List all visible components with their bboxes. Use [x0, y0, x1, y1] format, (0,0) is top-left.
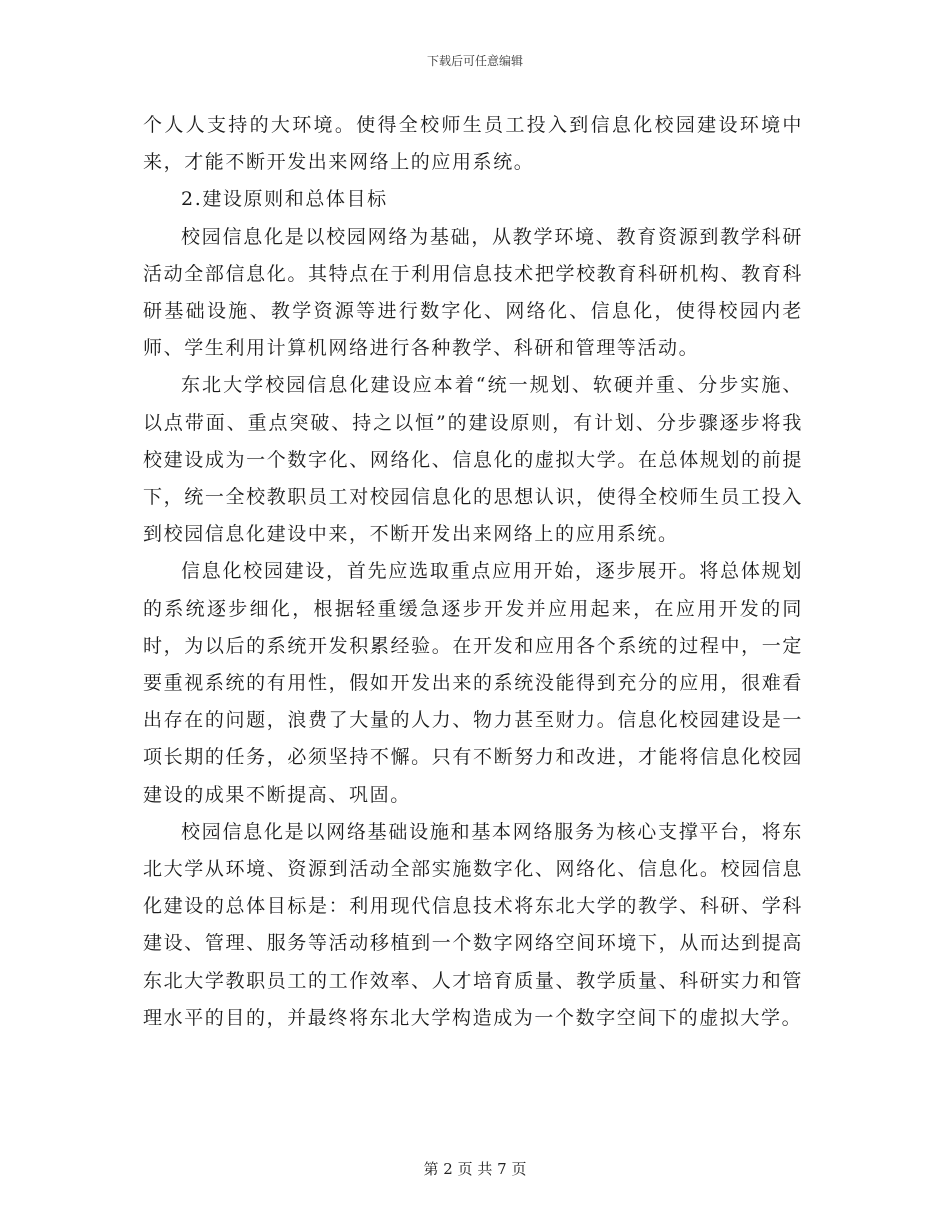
paragraph: 东北大学校园信息化建设应本着“统一规划、软硬并重、分步实施、以点带面、重点突破、持之以恒”的建设原则，有计划、分步骤逐步将我校建设成为一个数字化、网络化、信息化的虚拟大学。在总体规划的前提下，统一全校教职员工对校园信息化的思想认识，使得全校师生员工投入到校园信息化建设中来，不断开发出来网络上的应用系统。 — [143, 374, 803, 546]
paragraph: 信息化校园建设，首先应选取重点应用开始，逐步展开。将总体规划的系统逐步细化，根据轻重缓急逐步开发并应用起来，在应用开发的同时，为以后的系统开发积累经验。在开发和应用各个系统的过程中，一定要重视系统的有用性，假如开发出来的系统没能得到充分的应用，很难看出存在的问题，浪费了大量的人力、物力甚至财力。信息化校园建设是一项长期的任务，必须坚持不懈。只有不断努力和改进，才能将信息化校园建设的成果不断提高、巩固。 — [143, 560, 803, 806]
page-header: 下载后可任意编辑 — [426, 54, 523, 68]
paragraph: 校园信息化是以网络基础设施和基本网络服务为核心支撑平台，将东北大学从环境、资源到活动全部实施数字化、网络化、信息化。校园信息化建设的总体目标是：利用现代信息技术将东北大学的教学、科研、学科建设、管理、服务等活动移植到一个数字网络空间环境下，从而达到提高东北大学教职员工的工作效率、人才培育质量、教学质量、科研实力和管理水平的目的，并最终将东北大学构造成为一个数字空间下的虚拟大学。 — [143, 820, 803, 1029]
document-body — [143, 107, 803, 1037]
paragraph: 校园信息化是以校园网络为基础，从教学环境、教育资源到教学科研活动全部信息化。其特点在于利用信息技术把学校教育科研机构、教育科研基础设施、教学资源等进行数字化、网络化、信息化，使得校园内老师、学生利用计算机网络进行各种教学、科研和管理等活动。 — [143, 225, 803, 360]
paragraph-continuation: 个人人支持的大环境。使得全校师生员工投入到信息化校园建设环境中来，才能不断开发出来网络上的应用系统。 — [143, 114, 803, 174]
page-number-footer: 第 2 页 共 7 页 — [423, 1160, 527, 1178]
section-heading: 2.建设原则和总体目标 — [181, 188, 388, 211]
